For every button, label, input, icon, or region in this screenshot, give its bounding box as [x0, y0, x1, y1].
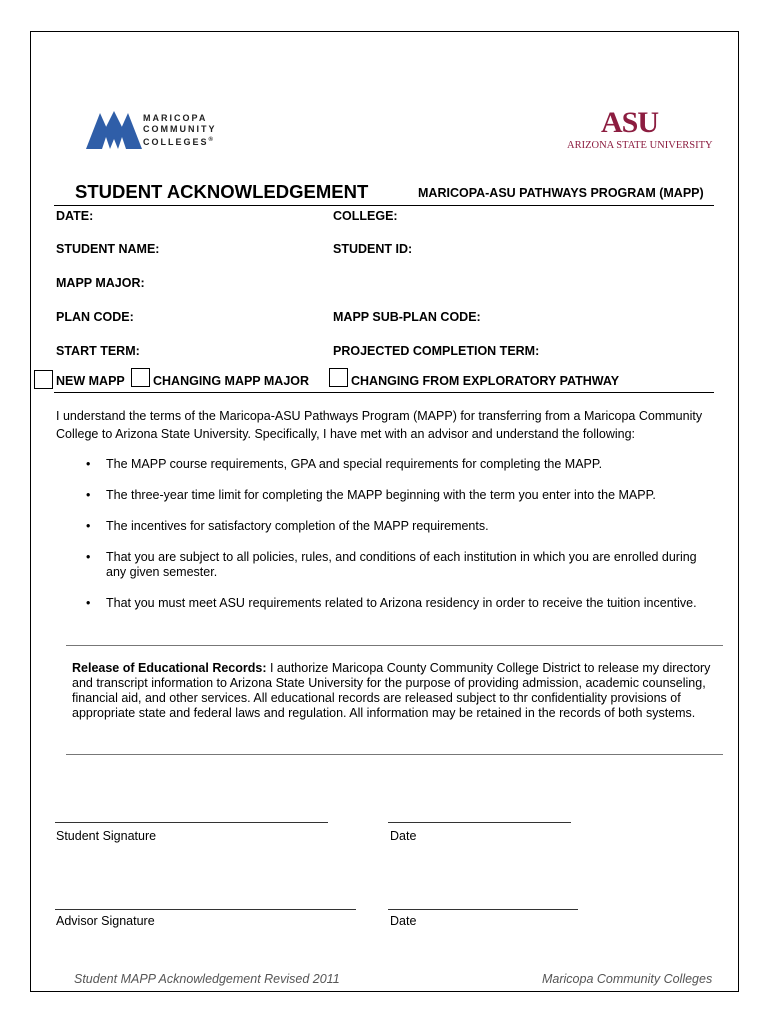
- student-date-label: Date: [390, 829, 417, 843]
- changing-exploratory-checkbox[interactable]: [329, 368, 348, 387]
- mcc-logo-line-1: MARICOPA: [143, 113, 208, 123]
- mcc-logo: [86, 107, 226, 153]
- release-bottom-divider: [66, 754, 723, 755]
- advisor-signature-label: Advisor Signature: [56, 914, 155, 928]
- release-text: I authorize Maricopa County Community College District to release my directory and transcript information to Arizona State University for the purpose of providing admission, academic counseling, financial aid, and other services. All educational records are released subject to thr confidentiality provisions of appropriate state and federal laws and regulation. All information may be retained in the records of both systems.: [72, 661, 711, 720]
- advisor-signature-line[interactable]: [55, 909, 356, 910]
- mcc-registered-mark: ®: [208, 137, 213, 143]
- new-mapp-label: NEW MAPP: [56, 374, 125, 388]
- plan-code-label: PLAN CODE:: [56, 310, 134, 324]
- changing-major-checkbox[interactable]: [131, 368, 150, 387]
- release-paragraph: [72, 661, 712, 721]
- student-id-label: STUDENT ID:: [333, 242, 413, 256]
- advisor-date-label: Date: [390, 914, 417, 928]
- projected-completion-label: PROJECTED COMPLETION TERM:: [333, 344, 540, 358]
- college-label: COLLEGE:: [333, 209, 398, 223]
- date-label: DATE:: [56, 209, 94, 223]
- program-name: MARICOPA-ASU PATHWAYS PROGRAM (MAPP): [418, 186, 704, 200]
- footer-left: Student MAPP Acknowledgement Revised 2011: [74, 972, 340, 986]
- bullet-item: The incentives for satisfactory completion of the MAPP requirements.: [106, 519, 489, 533]
- asu-logo: [565, 106, 713, 154]
- bullet-marker: •: [86, 519, 91, 533]
- bullet-item: The MAPP course requirements, GPA and special requirements for completing the MAPP.: [106, 457, 603, 471]
- release-top-divider: [66, 645, 723, 646]
- release-heading: Release of Educational Records:: [72, 661, 267, 675]
- asu-logo-mark: ASU: [601, 106, 659, 139]
- intro-paragraph: I understand the terms of the Maricopa-ASU Pathways Program (MAPP) for transferring from a Maricopa Community College to Arizona State University. Specifically, I have met with an advisor and understand the following:: [56, 409, 703, 441]
- bullet-marker: •: [86, 457, 91, 471]
- mcc-logo-line-2: COMMUNITY: [143, 124, 217, 134]
- page-title: STUDENT ACKNOWLEDGEMENT: [75, 181, 369, 202]
- footer-right: Maricopa Community Colleges: [542, 972, 713, 986]
- start-term-label: START TERM:: [56, 344, 140, 358]
- student-date-line[interactable]: [388, 822, 571, 823]
- bullet-marker: •: [86, 488, 91, 502]
- student-signature-label: Student Signature: [56, 829, 157, 843]
- mcc-logo-line-3: COLLEGES: [143, 137, 209, 147]
- mcc-logo-mark-icon: [86, 109, 142, 153]
- bullet-item: That you are subject to all policies, rules, and conditions of each institution in which you are enrolled during any given semester.: [106, 550, 697, 579]
- sub-plan-code-label: MAPP SUB-PLAN CODE:: [333, 310, 481, 324]
- asu-logo-name: ARIZONA STATE UNIVERSITY: [567, 140, 713, 151]
- changing-exploratory-label: CHANGING FROM EXPLORATORY PATHWAY: [351, 374, 620, 388]
- bullet-marker: •: [86, 596, 91, 610]
- fields-divider: [54, 392, 714, 393]
- bullet-item: That you must meet ASU requirements related to Arizona residency in order to receive the tuition incentive.: [106, 596, 697, 610]
- student-signature-line[interactable]: [55, 822, 328, 823]
- bullet-item: The three-year time limit for completing the MAPP beginning with the term you enter into the MAPP.: [106, 488, 656, 502]
- bullet-marker: •: [86, 550, 91, 564]
- changing-major-label: CHANGING MAPP MAJOR: [153, 374, 310, 388]
- title-divider: [54, 205, 714, 206]
- new-mapp-checkbox[interactable]: [34, 370, 53, 389]
- mapp-major-label: MAPP MAJOR:: [56, 276, 145, 290]
- advisor-date-line[interactable]: [388, 909, 578, 910]
- document-page: [30, 31, 739, 992]
- student-name-label: STUDENT NAME:: [56, 242, 160, 256]
